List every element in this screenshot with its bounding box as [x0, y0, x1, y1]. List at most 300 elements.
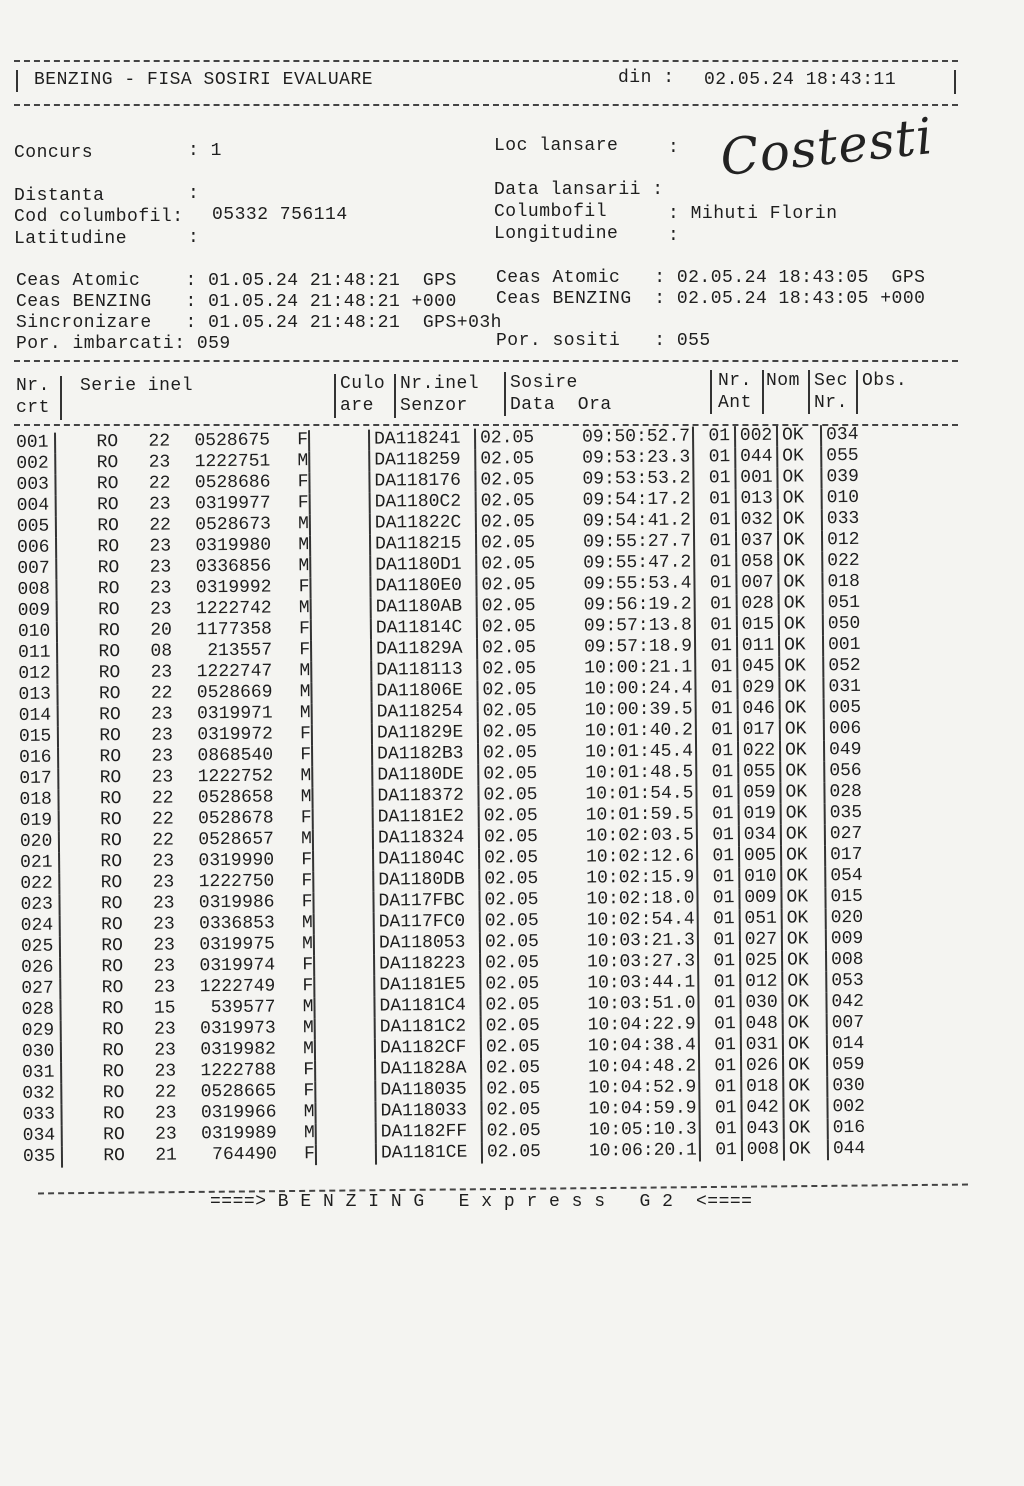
- ring-country: RO: [98, 684, 121, 705]
- ring-number: 0319990: [198, 850, 275, 872]
- ring-country: RO: [101, 998, 124, 1020]
- longitudine-label: Longitudine: [494, 224, 619, 244]
- col-data-ora: Data Ora: [510, 395, 612, 415]
- nominated: 059: [738, 783, 780, 804]
- section: OK: [782, 971, 826, 992]
- color: [310, 556, 370, 578]
- arrival-time: 10:02:15.9: [542, 867, 697, 889]
- footer-banner: ====> B E N Z I N G E x p r e s s G 2 <====: [210, 1192, 753, 1212]
- header-bottom-rule: [14, 104, 958, 106]
- row-number: 033: [22, 1105, 61, 1126]
- row-number: 029: [22, 1021, 61, 1042]
- section: OK: [783, 1076, 827, 1097]
- sex: M: [271, 556, 310, 577]
- color: [310, 514, 370, 536]
- sex: F: [277, 1144, 316, 1165]
- row-number: 015: [19, 727, 58, 748]
- nominated: 058: [736, 552, 778, 573]
- nominated: 017: [738, 720, 780, 741]
- arrival-time: 10:02:18.0: [542, 888, 697, 910]
- col-divider: [710, 370, 712, 414]
- section: OK: [777, 467, 821, 488]
- observation: 051: [827, 592, 861, 614]
- ring-number: 0528658: [197, 787, 274, 809]
- clock-left-benzing: Ceas BENZING : 01.05.24 21:48:21 +000: [16, 292, 457, 312]
- color: [309, 472, 369, 494]
- sex: F: [276, 1060, 315, 1081]
- antenna: 01: [693, 426, 735, 447]
- ring-country: RO: [100, 831, 123, 852]
- columbofil-value: : Mihuti Florin: [668, 204, 838, 224]
- sex: F: [274, 808, 313, 829]
- arrival-date: 02.05: [482, 659, 537, 680]
- arrival-time: 10:00:21.1: [540, 657, 695, 679]
- sensor-ring: DA1180DB: [373, 870, 479, 892]
- row-number: 021: [20, 853, 59, 874]
- row-number: 008: [17, 580, 56, 601]
- sex: F: [272, 619, 311, 640]
- ring-number: 0319980: [195, 535, 272, 557]
- nominated: 043: [742, 1119, 784, 1140]
- ring-year: 15: [153, 998, 176, 1019]
- antenna: 01: [699, 1098, 741, 1119]
- ring-number: 1222742: [195, 598, 272, 620]
- latitudine-value: :: [188, 228, 200, 248]
- color: [309, 430, 369, 452]
- sex: M: [270, 451, 309, 472]
- arrival-time: 10:04:48.2: [544, 1056, 699, 1078]
- observation: 018: [827, 571, 860, 593]
- section: OK: [783, 1034, 827, 1055]
- observation: 049: [828, 739, 862, 761]
- col-sec: Sec: [814, 371, 848, 391]
- sensor-ring: DA11814C: [371, 618, 477, 640]
- arrival-time: 09:57:13.8: [540, 615, 695, 637]
- antenna: 01: [696, 720, 738, 741]
- ring-number: 1177358: [196, 619, 272, 641]
- latitudine-label: Latitudine: [14, 229, 128, 249]
- row-number: 025: [21, 937, 60, 958]
- concurs-value: : 1: [188, 141, 222, 161]
- antenna: 01: [695, 636, 737, 657]
- arrival-time: 10:03:51.0: [543, 993, 698, 1015]
- ring-number: 0528669: [196, 682, 273, 704]
- antenna: 01: [695, 615, 737, 636]
- sex: M: [274, 829, 313, 850]
- row-number: 024: [21, 916, 60, 937]
- ring-country: RO: [99, 726, 122, 747]
- ring-number: 0528675: [194, 430, 271, 452]
- cod-columbofil-label: Cod columbofil:: [14, 207, 184, 227]
- arrival-time: 10:04:38.4: [544, 1035, 699, 1057]
- section: OK: [782, 929, 826, 950]
- ring-country: RO: [100, 852, 123, 873]
- row-number: 026: [21, 958, 60, 979]
- observation: 034: [825, 424, 859, 446]
- loc-lansare-handwritten: Costesti: [717, 107, 936, 187]
- nominated: 001: [735, 468, 777, 489]
- row-number: 019: [20, 811, 59, 832]
- sensor-ring: DA1181C4: [374, 996, 480, 1018]
- row-number: 009: [18, 601, 57, 622]
- row-number: 023: [20, 895, 59, 916]
- arrival-date: 02.05: [481, 554, 536, 575]
- section: OK: [781, 824, 825, 845]
- ring-year: 20: [150, 620, 172, 641]
- arrival-date: 02.05: [481, 575, 536, 596]
- col-divider: [762, 370, 764, 414]
- section: OK: [778, 509, 822, 530]
- ring-country: RO: [102, 1103, 125, 1125]
- sex: M: [271, 535, 310, 556]
- nominated: 025: [740, 951, 782, 972]
- col-divider: [856, 370, 858, 414]
- row-number: 012: [18, 664, 57, 685]
- ring-country: RO: [99, 747, 122, 768]
- nominated: 022: [738, 741, 780, 762]
- sensor-ring: DA1181CE: [376, 1143, 482, 1165]
- observation: 001: [827, 634, 861, 656]
- sex: F: [272, 640, 311, 661]
- ring-year: 22: [151, 788, 174, 809]
- row-number: 027: [21, 979, 60, 1000]
- section: OK: [783, 1097, 827, 1118]
- section: OK: [784, 1118, 828, 1139]
- section: OK: [783, 1055, 827, 1076]
- sensor-ring: DA1181E2: [373, 807, 479, 829]
- ring-number: 1222747: [196, 661, 273, 683]
- ring-country: RO: [97, 579, 120, 600]
- nominated: 029: [737, 678, 779, 699]
- arrival-time: 10:01:54.5: [541, 783, 696, 805]
- arrival-date: 02.05: [484, 911, 539, 932]
- header-right-border: [954, 70, 956, 94]
- sensor-ring: DA118215: [370, 534, 476, 556]
- antenna: 01: [697, 867, 739, 888]
- row-number: 018: [19, 790, 58, 811]
- sex: F: [270, 430, 309, 451]
- row-number: 035: [23, 1147, 62, 1168]
- color: [310, 577, 370, 599]
- sensor-ring: DA1182B3: [372, 744, 478, 766]
- color: [313, 871, 373, 893]
- antenna: 01: [699, 1056, 741, 1077]
- nominated: 032: [736, 510, 778, 531]
- clock-sync: Sincronizare : 01.05.24 21:48:21 GPS+03h: [16, 313, 502, 333]
- antenna: 01: [697, 846, 739, 867]
- sex: M: [276, 1039, 315, 1060]
- col-senzor: Senzor: [400, 396, 468, 416]
- ring-year: 22: [152, 809, 174, 830]
- arrival-date: 02.05: [484, 869, 539, 890]
- sensor-ring: DA11822C: [370, 513, 476, 535]
- ring-year: 23: [152, 851, 175, 872]
- observation: 005: [828, 697, 862, 719]
- arrival-date: 02.05: [480, 512, 535, 533]
- color: [310, 493, 370, 515]
- ring-year: 23: [151, 704, 173, 725]
- arrival-date: 02.05: [486, 1078, 541, 1100]
- row-number: 032: [22, 1084, 61, 1105]
- sensor-ring: DA118324: [373, 828, 479, 850]
- arrival-time: 10:03:21.3: [543, 930, 698, 952]
- observation: 007: [831, 1012, 865, 1034]
- antenna: 01: [694, 510, 736, 531]
- sex: F: [274, 850, 313, 871]
- sensor-ring: DA11829E: [372, 723, 478, 745]
- columns-top-rule: [14, 360, 958, 362]
- col-culoare-2: are: [340, 396, 374, 416]
- ring-year: 23: [148, 494, 171, 515]
- observation: 017: [829, 844, 863, 866]
- observation: 022: [827, 550, 860, 572]
- section: OK: [783, 1013, 827, 1034]
- arrivals-table: [16, 425, 883, 1168]
- ring-number: 0528678: [197, 808, 274, 830]
- col-divider: [394, 374, 396, 418]
- color: [311, 619, 371, 641]
- arrival-time: 10:04:52.9: [544, 1077, 699, 1099]
- arrival-date: 02.05: [485, 995, 540, 1016]
- ring-number: 0319989: [201, 1123, 277, 1145]
- clock-right-benzing: Ceas BENZING : 02.05.24 18:43:05 +000: [496, 289, 926, 309]
- nominated: 031: [741, 1035, 783, 1056]
- antenna: 01: [694, 552, 736, 573]
- arrival-time: 09:54:17.2: [539, 489, 694, 511]
- ring-country: RO: [103, 1124, 125, 1146]
- color: [313, 829, 373, 851]
- nominated: 051: [740, 909, 782, 930]
- row-number: 004: [17, 496, 56, 517]
- antenna: 01: [694, 531, 736, 552]
- arrival-date: 02.05: [484, 932, 540, 953]
- nominated: 008: [742, 1140, 784, 1161]
- sex: M: [272, 661, 311, 682]
- section: OK: [778, 572, 822, 593]
- arrival-date: 02.05: [486, 1099, 541, 1121]
- arrival-time: 10:02:54.4: [543, 909, 698, 931]
- ring-number: 0528665: [200, 1081, 277, 1103]
- ring-number: 213557: [207, 640, 273, 662]
- ring-country: RO: [98, 663, 121, 684]
- sensor-ring: DA118035: [375, 1080, 481, 1102]
- ring-country: RO: [96, 495, 119, 516]
- sensor-ring: DA1180E0: [370, 576, 476, 598]
- antenna: 01: [698, 972, 740, 993]
- ring-number: 0528673: [195, 514, 271, 536]
- section: OK: [780, 719, 824, 740]
- ring-country: RO: [103, 1145, 126, 1167]
- ring-year: 23: [153, 935, 176, 956]
- columbofil-label: Columbofil: [494, 202, 608, 222]
- section: OK: [777, 446, 821, 467]
- row-number: 002: [16, 454, 55, 475]
- observation: 055: [826, 445, 859, 467]
- ring-year: 23: [149, 557, 172, 578]
- sex: F: [275, 955, 314, 976]
- section: OK: [779, 593, 823, 614]
- sensor-ring: DA1181C2: [375, 1017, 481, 1039]
- col-divider: [60, 376, 62, 420]
- section: OK: [778, 488, 822, 509]
- observation: 010: [826, 487, 860, 509]
- arrival-date: 02.05: [483, 785, 538, 806]
- concurs-label: Concurs: [14, 143, 94, 163]
- sex: M: [273, 766, 312, 787]
- ring-number: 1222788: [200, 1060, 277, 1082]
- row-number: 031: [22, 1063, 61, 1084]
- ring-country: RO: [99, 789, 122, 810]
- row-number: 013: [18, 685, 57, 706]
- nominated: 012: [740, 972, 782, 993]
- sex: F: [274, 892, 313, 913]
- antenna: 01: [699, 1077, 741, 1098]
- color: [311, 640, 371, 662]
- ring-year: 22: [149, 515, 171, 536]
- nominated: 055: [738, 762, 780, 783]
- nominated: 019: [739, 804, 781, 825]
- antenna: 01: [695, 594, 737, 615]
- ring-country: RO: [102, 1082, 125, 1104]
- ring-year: 22: [152, 830, 175, 851]
- ring-number: 1222751: [194, 451, 271, 473]
- ring-number: 0319982: [200, 1039, 277, 1061]
- observation: 059: [832, 1054, 865, 1076]
- cod-columbofil-value: 05332 756114: [212, 205, 348, 225]
- arrival-time: 10:01:48.5: [541, 762, 696, 784]
- col-culoare: Culo: [340, 374, 386, 394]
- sex: F: [271, 577, 310, 598]
- section: OK: [778, 551, 822, 572]
- arrival-time: 09:50:52.7: [538, 427, 693, 449]
- row-number: 017: [19, 769, 58, 790]
- section: OK: [780, 740, 824, 761]
- arrival-date: 02.05: [485, 1016, 540, 1037]
- sex: M: [275, 934, 314, 955]
- ring-number: 0528657: [198, 829, 275, 851]
- color: [312, 766, 372, 788]
- observation: 054: [830, 865, 863, 887]
- ring-year: 23: [154, 1040, 177, 1061]
- porumbei-sositi: Por. sositi : 055: [496, 331, 711, 351]
- ring-country: RO: [100, 810, 122, 831]
- ring-year: 23: [150, 662, 173, 683]
- color: [314, 913, 374, 935]
- din-label: din :: [618, 68, 675, 88]
- observation: 008: [831, 949, 864, 971]
- nominated: 015: [737, 615, 779, 636]
- nominated: 042: [741, 1098, 783, 1119]
- antenna: 01: [697, 888, 739, 909]
- sensor-ring: DA1180C2: [370, 492, 476, 514]
- ring-year: 23: [153, 914, 175, 935]
- sex: M: [275, 997, 314, 1018]
- col-obs: Obs.: [862, 371, 908, 391]
- row-number: 005: [17, 517, 56, 538]
- section: OK: [780, 782, 824, 803]
- sensor-ring: DA11828A: [375, 1059, 481, 1081]
- arrival-time: 09:53:53.2: [538, 468, 693, 490]
- ring-year: 23: [154, 1019, 176, 1040]
- observation: 031: [828, 676, 861, 698]
- arrival-time: 09:57:18.9: [540, 636, 695, 658]
- sex: F: [276, 1081, 315, 1102]
- sex: F: [273, 724, 312, 745]
- arrival-date: 02.05: [486, 1141, 542, 1163]
- sex: M: [276, 1018, 315, 1039]
- arrival-date: 02.05: [486, 1120, 541, 1142]
- sex: M: [271, 514, 310, 535]
- arrival-time: 09:54:41.2: [539, 510, 694, 532]
- sex: M: [273, 703, 312, 724]
- section: OK: [779, 635, 823, 656]
- arrival-date: 02.05: [485, 974, 540, 995]
- arrival-time: 10:06:20.1: [545, 1140, 700, 1162]
- sensor-ring: DA118176: [369, 471, 475, 493]
- ring-number: 1222750: [198, 871, 275, 893]
- color: [315, 1081, 375, 1103]
- sex: F: [270, 472, 309, 493]
- observation: 030: [832, 1075, 865, 1097]
- color: [316, 1144, 376, 1166]
- arrival-time: 09:56:19.2: [540, 594, 695, 616]
- loc-lansare-label: Loc lansare: [494, 136, 619, 156]
- antenna: 01: [696, 699, 738, 720]
- ring-year: 23: [152, 893, 175, 914]
- ring-number: 0319986: [198, 892, 275, 914]
- ring-number: 0319971: [196, 703, 273, 725]
- arrival-date: 02.05: [483, 806, 538, 827]
- arrival-time: 10:02:03.5: [542, 825, 697, 847]
- ring-number: 0319992: [195, 577, 272, 599]
- antenna: 01: [699, 1014, 741, 1035]
- arrival-time: 10:04:22.9: [544, 1014, 699, 1036]
- ring-country: RO: [100, 873, 123, 894]
- col-nr: Nr.: [16, 376, 50, 396]
- loc-lansare-sep: :: [668, 138, 680, 158]
- antenna: 01: [696, 741, 738, 762]
- row-number: 010: [18, 622, 57, 643]
- ring-country: RO: [100, 893, 123, 915]
- section: OK: [779, 656, 823, 677]
- arrival-date: 02.05: [486, 1057, 541, 1079]
- antenna: 01: [694, 573, 736, 594]
- ring-country: RO: [102, 1019, 124, 1041]
- nominated: 002: [735, 426, 777, 447]
- nominated: 048: [741, 1014, 783, 1035]
- sensor-ring: DA118372: [372, 786, 478, 808]
- color: [315, 1039, 375, 1061]
- row-number: 030: [22, 1042, 61, 1063]
- ring-number: 1222749: [199, 976, 276, 998]
- section: OK: [779, 614, 823, 635]
- observation: 012: [826, 529, 860, 551]
- arrival-date: 02.05: [480, 470, 535, 491]
- row-number: 016: [19, 748, 58, 769]
- ring-country: RO: [96, 474, 119, 495]
- section: OK: [777, 425, 821, 446]
- arrival-date: 02.05: [482, 701, 537, 722]
- arrival-date: 02.05: [482, 680, 537, 701]
- observation: 050: [827, 613, 861, 635]
- nominated: 045: [737, 657, 779, 678]
- row-number: 034: [23, 1126, 62, 1147]
- ring-year: 23: [149, 578, 172, 599]
- ring-country: RO: [101, 914, 123, 936]
- col-crt: crt: [16, 398, 50, 418]
- section: OK: [780, 698, 824, 719]
- row-number: 007: [17, 559, 56, 580]
